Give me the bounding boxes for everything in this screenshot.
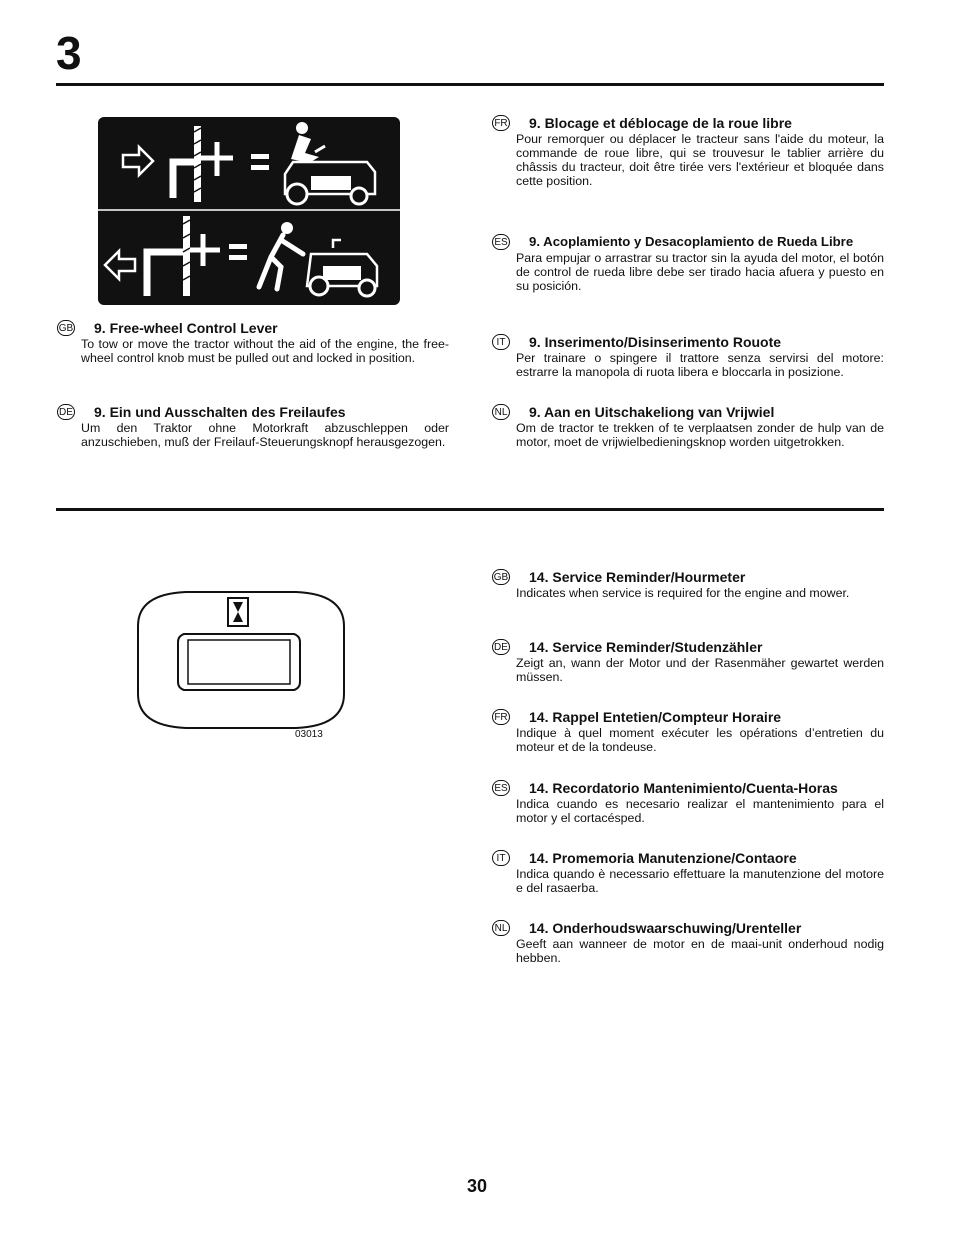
- section-freewheel-nl: [492, 403, 884, 453]
- section-body: Zeigt an, wann der Motor und der Rasenmäher gewartet werden müssen.: [516, 656, 884, 684]
- section-body: Indicates when service is required for the engine and mower.: [516, 586, 850, 600]
- section-freewheel-es: [492, 233, 884, 299]
- section-title: 9. Blocage et déblocage de la roue libre: [529, 115, 792, 131]
- section-title: 9. Free-wheel Control Lever: [94, 320, 278, 336]
- language-badge-fr: FR: [492, 115, 510, 131]
- language-badge-fr: FR: [492, 709, 510, 725]
- language-badge-gb: GB: [57, 320, 75, 336]
- language-badge-es: ES: [492, 780, 510, 796]
- section-body: Um den Traktor ohne Motorkraft abzuschleppen oder anzuschieben, muß der Freilauf-Steuerungsknopf herausgezogen.: [81, 421, 449, 449]
- section-service-nl: [492, 919, 884, 969]
- language-badge-nl: NL: [492, 404, 510, 420]
- section-body: Per trainare o spingere il trattore senza servirsi del motore: estrarre la manopola di ruota libera e bloccarla in posizione.: [516, 351, 884, 379]
- section-body: Para empujar o arrastrar su tractor sin la ayuda del motor, el botón de control de rueda libre debe ser tirado hacia afuera y puesto en su posición.: [516, 251, 884, 293]
- section-freewheel-gb: [57, 319, 449, 383]
- figure-code: 02203: [382, 263, 393, 291]
- section-title: 14. Service Reminder/Hourmeter: [529, 569, 746, 585]
- section-body: Pour remorquer ou déplacer le tracteur sans l'aide du moteur, la commande de roue libre, qui se trouvesur le tablier arrière du châssis du tracteur, doit être tirée vers l'extérieur et bloquée dans cette position.: [516, 132, 884, 188]
- language-badge-it: IT: [492, 850, 510, 866]
- chapter-number: 3: [56, 27, 82, 79]
- section-title: 9. Inserimento/Disinserimento Rouote: [529, 334, 782, 350]
- section-service-it: [492, 849, 884, 899]
- section-body: Indique à quel moment exécuter les opérations d’entretien du moteur et de la tondeuse.: [516, 726, 884, 754]
- language-badge-it: IT: [492, 334, 510, 350]
- page-number: 30: [466, 1176, 488, 1196]
- section-body: Indica cuando es necesario realizar el mantenimiento para el motor y el cortacésped.: [516, 797, 884, 825]
- section-body: Geeft aan wanneer de motor en de maai-unit onderhoud nodig hebben.: [516, 937, 884, 965]
- language-badge-es: ES: [492, 234, 510, 250]
- section-title: 14. Rappel Entetien/Compteur Horaire: [529, 709, 782, 725]
- section-service-es: [492, 779, 884, 829]
- section-freewheel-fr: [492, 114, 884, 194]
- section-title: 14. Recordatorio Mantenimiento/Cuenta-Horas: [529, 780, 838, 796]
- section-service-de: [492, 638, 884, 688]
- display-window: [178, 634, 300, 690]
- figure-code: 03013: [295, 729, 323, 740]
- section-title: 14. Service Reminder/Studenzähler: [529, 639, 763, 655]
- hourmeter-figure: [136, 590, 346, 730]
- section-body: To tow or move the tractor without the aid of the engine, the free-wheel control knob must be pulled out and locked in position.: [81, 337, 449, 365]
- section-title: 9. Ein und Ausschalten des Freilaufes: [94, 404, 346, 420]
- section-title: 9. Acoplamiento y Desacoplamiento de Rueda Libre: [529, 234, 854, 249]
- section-service-gb: [492, 568, 884, 618]
- section-service-fr: [492, 708, 884, 758]
- middle-divider: [56, 508, 884, 511]
- language-badge-nl: NL: [492, 920, 510, 936]
- language-badge-de: DE: [492, 639, 510, 655]
- section-title: 9. Aan en Uitschakeliong van Vrijwiel: [529, 404, 775, 420]
- section-freewheel-de: [57, 403, 449, 453]
- section-title: 14. Onderhoudswaarschuwing/Urenteller: [529, 920, 802, 936]
- section-freewheel-it: [492, 333, 884, 383]
- section-body: Indica quando è necessario effettuare la manutenzione del motore e del rasaerba.: [516, 867, 884, 895]
- language-badge-de: DE: [57, 404, 75, 420]
- freewheel-decal-figure: [97, 116, 413, 306]
- section-title: 14. Promemoria Manutenzione/Contaore: [529, 850, 797, 866]
- top-divider: [56, 83, 884, 86]
- language-badge-gb: GB: [492, 569, 510, 585]
- hourglass-icon: [228, 598, 248, 626]
- section-body: Om de tractor te trekken of te verplaatsen zonder de hulp van de motor, moet de vrijwielbedieningsknop worden uitgetrokken.: [516, 421, 884, 449]
